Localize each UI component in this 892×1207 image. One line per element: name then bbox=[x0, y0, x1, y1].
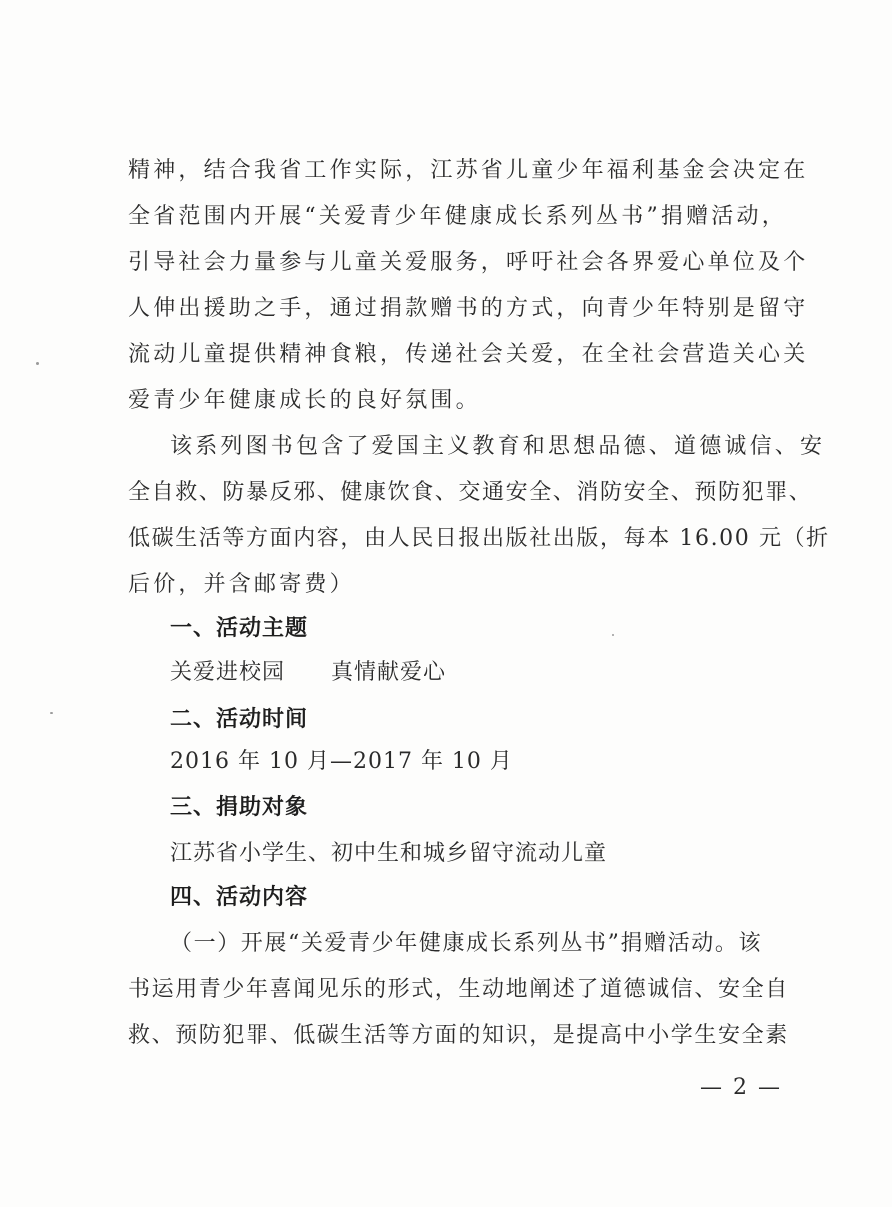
paragraph-1-line-6: 爱青少年健康成长的良好氛围。 bbox=[128, 388, 481, 413]
paragraph-2-line-4: 后价，并含邮寄费） bbox=[128, 572, 355, 597]
paragraph-2-line-3: 低碳生活等方面内容，由人民日报出版社出版，每本 16.00 元（折 bbox=[128, 526, 830, 551]
section-2-heading: 二、活动时间 bbox=[170, 707, 309, 732]
section-4-line-3: 救、预防犯罪、低碳生活等方面的知识，是提高中小学生安全素 bbox=[128, 1023, 789, 1048]
paragraph-1-line-4: 人伸出援助之手，通过捐款赠书的方式，向青少年特别是留守 bbox=[128, 296, 809, 321]
paragraph-1-line-1: 精神，结合我省工作实际，江苏省儿童少年福利基金会决定在 bbox=[128, 158, 809, 183]
section-4-line-2: 书运用青少年喜闻见乐的形式，生动地阐述了道德诚信、安全自 bbox=[128, 977, 789, 1002]
scan-speck bbox=[50, 712, 53, 714]
scan-speck bbox=[36, 362, 39, 365]
page-number: — 2 — bbox=[700, 1075, 782, 1100]
paragraph-1-line-2: 全省范围内开展“关爱青少年健康成长系列丛书”捐赠活动， bbox=[128, 204, 787, 229]
paragraph-2-line-2: 全自救、防暴反邪、健康饮食、交通安全、消防安全、预防犯罪、 bbox=[128, 480, 813, 505]
section-1-heading: 一、活动主题 bbox=[170, 616, 309, 641]
scan-speck bbox=[612, 634, 614, 636]
section-3-heading: 三、捐助对象 bbox=[170, 795, 309, 820]
section-3-content: 江苏省小学生、初中生和城乡留守流动儿童 bbox=[170, 841, 608, 866]
paragraph-1-line-3: 引导社会力量参与儿童关爱服务，呼吁社会各界爱心单位及个 bbox=[128, 250, 809, 275]
paragraph-1-line-5: 流动儿童提供精神食粮，传递社会关爱，在全社会营造关心关 bbox=[128, 342, 809, 367]
section-4-line-1: （一）开展“关爱青少年健康成长系列丛书”捐赠活动。该 bbox=[170, 931, 763, 956]
section-2-content: 2016 年 10 月—2017 年 10 月 bbox=[170, 749, 513, 774]
section-4-heading: 四、活动内容 bbox=[170, 885, 309, 910]
section-1-content: 关爱进校园 真情献爱心 bbox=[170, 660, 447, 685]
paragraph-2-line-1: 该系列图书包含了爱国主义教育和思想品德、道德诚信、安 bbox=[170, 434, 826, 459]
